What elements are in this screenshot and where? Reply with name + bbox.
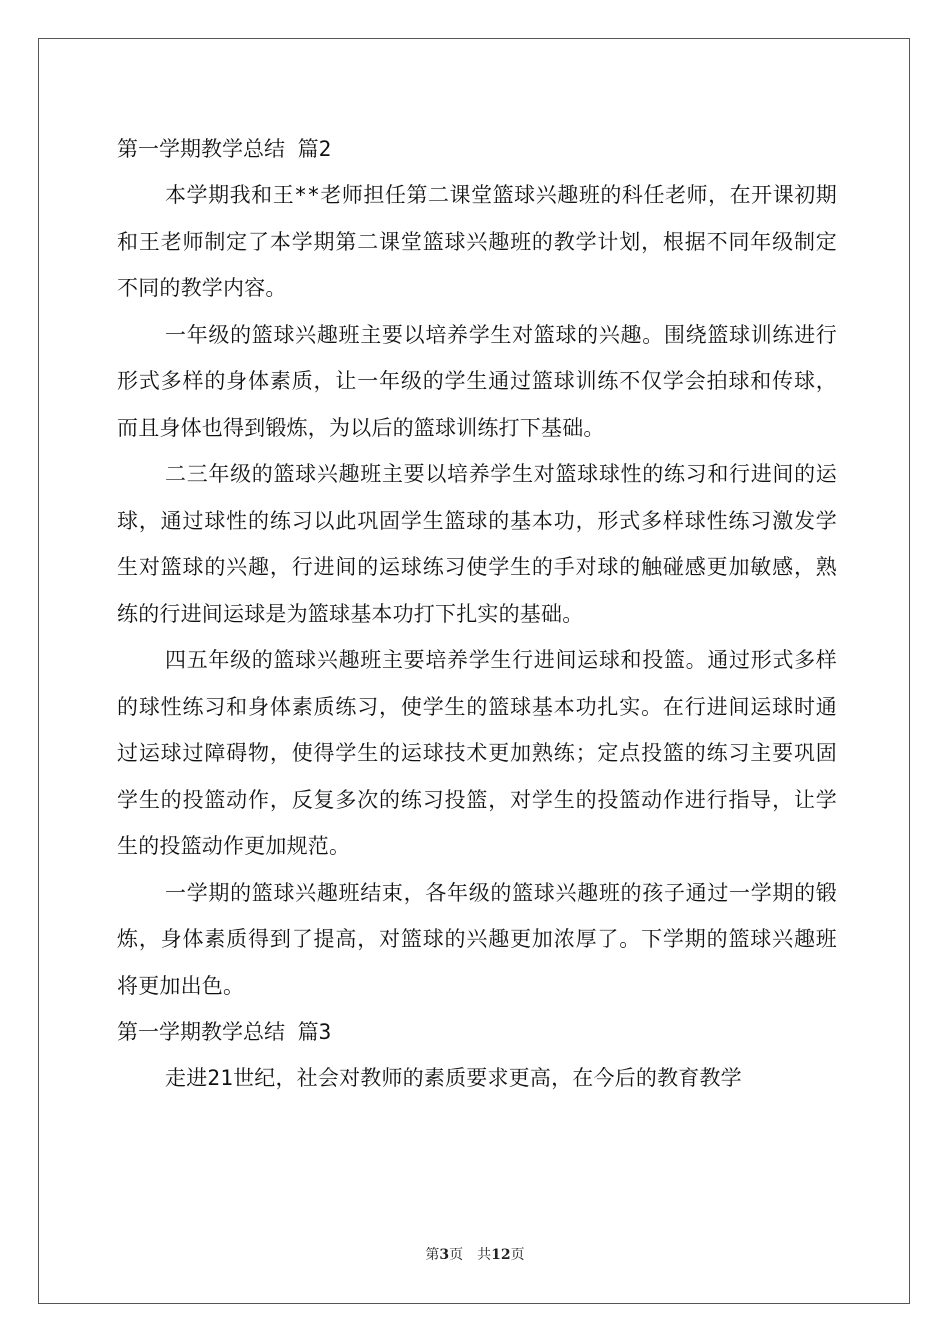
paragraph: 二三年级的篮球兴趣班主要以培养学生对篮球球性的练习和行进间的运球，通过球性的练习以此巩固学生篮球的基本功，形式多样球性练习激发学生对篮球的兴趣，行进间的运球练习使学生的手对球的触碰感更加敏感，熟练的行进间运球是为篮球基本功打下扎实的基础。 bbox=[117, 462, 837, 626]
paragraph: 走进21世纪，社会对教师的素质要求更高，在今后的教育教学 bbox=[165, 1066, 742, 1090]
page-footer bbox=[0, 1244, 950, 1264]
paragraph: 本学期我和王**老师担任第二课堂篮球兴趣班的科任老师，在开课初期和王老师制定了本学期第二课堂篮球兴趣班的教学计划，根据不同年级制定不同的教学内容。 bbox=[117, 183, 837, 300]
paragraph: 四五年级的篮球兴趣班主要培养学生行进间运球和投篮。通过形式多样的球性练习和身体素质练习，使学生的篮球基本功扎实。在行进间运球时通过运球过障碍物，使得学生的运球技术更加熟练；定点投篮的练习主要巩固学生的投篮动作，反复多次的练习投篮，对学生的投篮动作进行指导，让学生的投篮动作更加规范。 bbox=[117, 648, 837, 858]
paragraph: 一年级的篮球兴趣班主要以培养学生对篮球的兴趣。围绕篮球训练进行形式多样的身体素质，让一年级的学生通过篮球训练不仅学会拍球和传球，而且身体也得到锻炼，为以后的篮球训练打下基础。 bbox=[117, 322, 837, 440]
page-prefix: 第 bbox=[425, 1247, 440, 1263]
page-suffix: 页 bbox=[449, 1247, 464, 1263]
document-body bbox=[117, 126, 837, 1102]
page-current: 3 bbox=[439, 1247, 450, 1263]
page-total: 12 bbox=[491, 1247, 511, 1263]
total-suffix: 页 bbox=[510, 1247, 525, 1263]
section-heading: 第一学期教学总结 篇2 bbox=[117, 137, 332, 161]
paragraph: 一学期的篮球兴趣班结束，各年级的篮球兴趣班的孩子通过一学期的锻炼，身体素质得到了提高，对篮球的兴趣更加浓厚了。下学期的篮球兴趣班将更加出色。 bbox=[117, 880, 837, 998]
section-heading: 第一学期教学总结 篇3 bbox=[117, 1020, 332, 1044]
total-prefix: 共 bbox=[477, 1247, 492, 1263]
